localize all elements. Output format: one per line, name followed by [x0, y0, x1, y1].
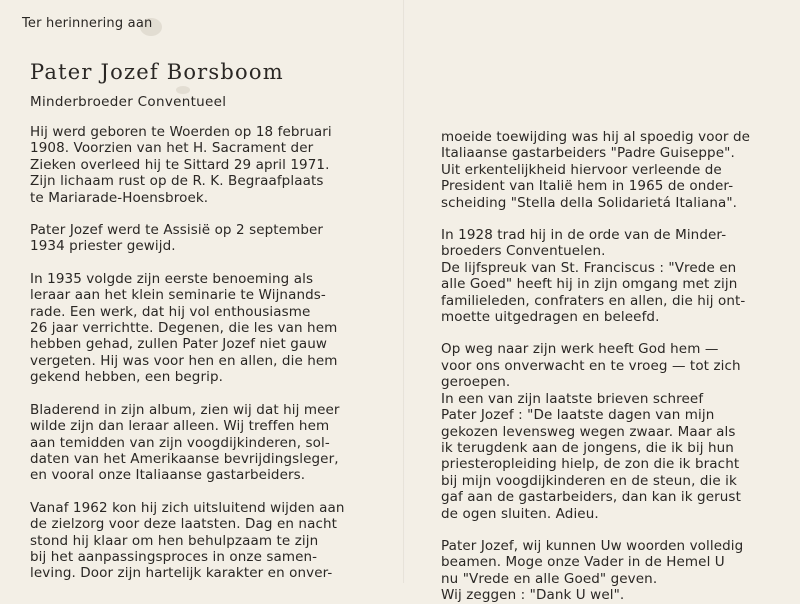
paragraph-album: Bladerend in zijn album, zien wij dat hij meer wilde zijn dan leraar alleen. Wij treffen hem aan temidden van zijn voogdijkinderen, sol- daten van het Amerikaanse bevrijdingsleger, en vooral onze Italiaanse gastarbeiders.	[30, 401, 340, 484]
paragraph-honour: moeide toewijding was hij al spoedig voor de Italiaanse gastarbeiders "Padre Guiseppe". Uit erkentelijkheid hiervoor verleende de President van Italië hem in 1965 de onder- scheiding "Stella della Solidarietá Italiana".	[441, 129, 751, 211]
religious-order: Minderbroeder Conventueel	[30, 94, 227, 110]
paragraph-teaching: In 1935 volgde zijn eerste benoeming als leraar aan het klein seminarie te Wijnands- rade. Een werk, dat hij vol enthousiasme 26 jaar verrichtte. Degenen, die les van hem hebben gehad, zullen Pater Jozef niet gauw vergeten. Hij was voor hen en allen, die hem gekend hebben, een begrip.	[30, 270, 338, 386]
paper-stain	[176, 86, 190, 94]
page-fold	[403, 0, 405, 583]
paragraph-pastoral-work: Vanaf 1962 kon hij zich uitsluitend wijden aan de zielzorg voor deze laatsten. Dag en nacht stond hij klaar om hen behulpzaam te zijn bij het aanpassingsproces in onze samen- leving. Door zijn hartelijk karakter en onver-	[30, 499, 345, 582]
memorial-heading: Ter herinnering aan	[22, 16, 153, 31]
deceased-name: Pater Jozef Borsboom	[30, 60, 284, 84]
paragraph-last-words: Op weg naar zijn werk heeft God hem — voor ons onverwacht en te vroeg — tot zich geroepen. In een van zijn laatste brieven schreef Pater Jozef : "De laatste dagen van mijn gekozen levensweg wegen zwaar. Maar als ik terugdenk aan de jongens, die ik bij hun priesteropleiding hielp, de zon die ik bracht bij mijn voogdijkinderen en de steun, die ik gaf aan de gastarbeiders, dan kan ik gerust de ogen sluiten. Adieu.	[441, 341, 741, 522]
paragraph-order: In 1928 trad hij in de orde van de Minder- broeders Conventuelen. De lijfspreuk van St. Franciscus : "Vrede en alle Goed" heeft hij in zijn omgang met zijn familieleden, confraters en allen, die hij ont- moette uitgedragen en beleefd.	[441, 227, 746, 326]
paragraph-birth-death: Hij werd geboren te Woerden op 18 februari 1908. Voorzien van het H. Sacrament der Zieken overleed hij te Sittard 29 april 1971. Zijn lichaam rust op de R. K. Begraafplaats te Mariarade-Hoensbroek.	[30, 124, 332, 206]
right-column	[441, 129, 771, 604]
paragraph-closing: Pater Jozef, wij kunnen Uw woorden volledig beamen. Moge onze Vader in de Hemel U nu "Vrede en alle Goed" geven. Wij zeggen : "Dank U wel".	[441, 537, 744, 604]
left-column	[30, 124, 380, 582]
paragraph-ordination: Pater Jozef werd te Assisië op 2 september 1934 priester gewijd.	[30, 222, 324, 255]
